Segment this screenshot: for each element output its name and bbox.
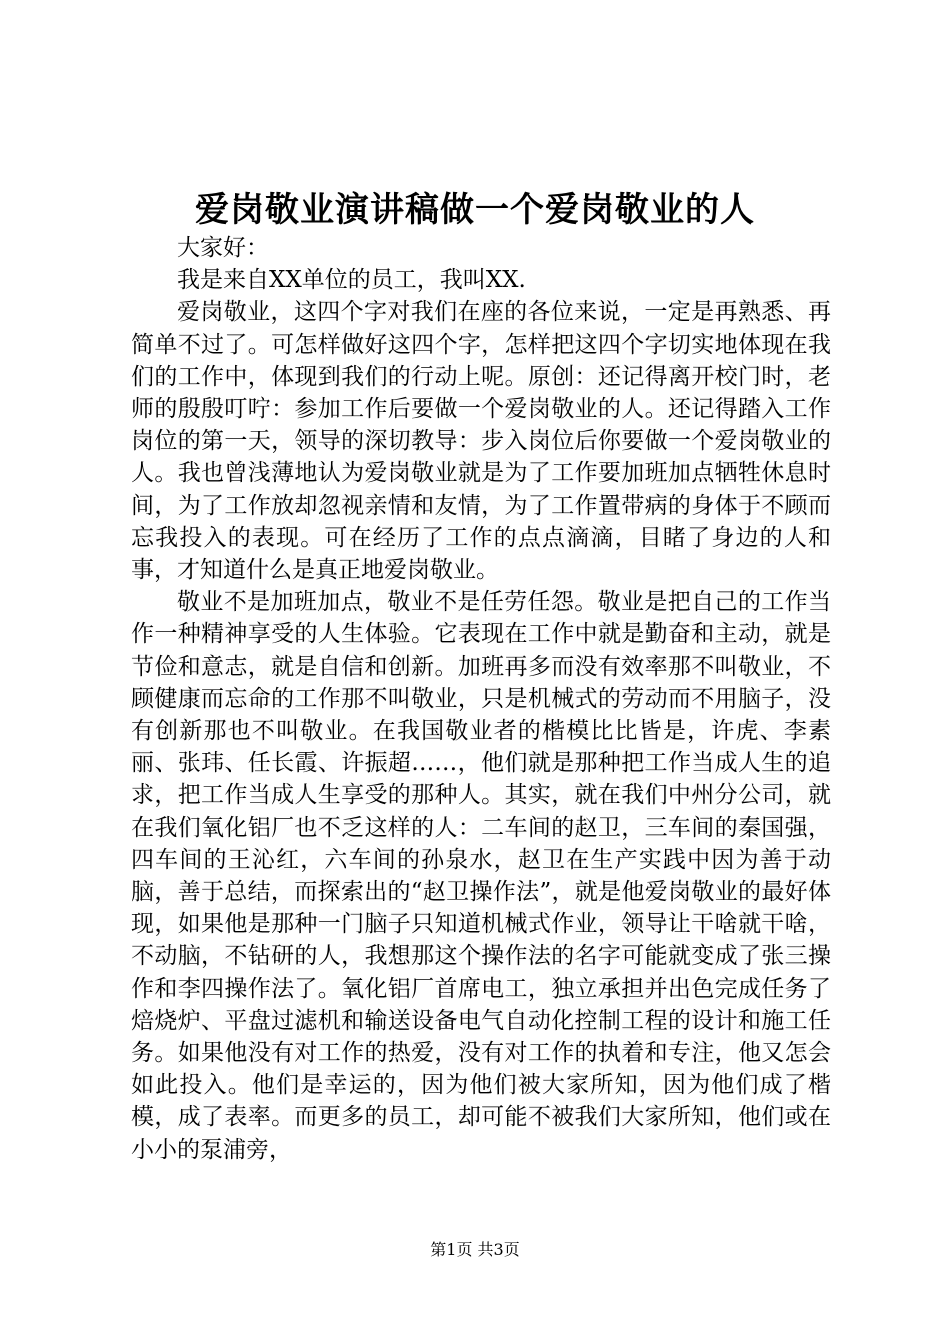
- paragraph-greeting: 大家好：: [177, 235, 269, 261]
- page-footer: 第1页 共3页: [430, 1240, 520, 1259]
- document-body: [131, 232, 831, 1166]
- paragraph-1: 爱岗敬业，这四个字对我们在座的各位来说，一定是再熟悉、再简单不过了。可怎样做好这四个字，怎样把这四个字切实地体现在我们的工作中，体现到我们的行动上呢。原创：还记得离开校门时，老师的殷殷叮咛：参加工作后要做一个爱岗敬业的人。还记得踏入工作岗位的第一天，领导的深切教导：步入岗位后你要做一个爱岗敬业的人。我也曾浅薄地认为爱岗敬业就是为了工作要加班加点牺牲休息时间，为了工作放却忽视亲情和友情，为了工作置带病的身体于不顾而忘我投入的表现。可在经历了工作的点点滴滴，目睹了身边的人和事，才知道什么是真正地爱岗敬业。: [131, 299, 831, 584]
- paragraph-2: 敬业不是加班加点，敬业不是任劳任怨。敬业是把自己的工作当作一种精神享受的人生体验。它表现在工作中就是勤奋和主动，就是节俭和意志，就是自信和创新。加班再多而没有效率那不叫敬业，不顾健康而忘命的工作那不叫敬业，只是机械式的劳动而不用脑子，没有创新那也不叫敬业。在我国敬业者的楷模比比皆是，许虎、李素丽、张玮、任长霞、许振超……，他们就是那种把工作当成人生的追求，把工作当成人生享受的那种人。其实，就在我们中州分公司，就在我们氧化铝厂也不乏这样的人：二车间的赵卫，三车间的秦国强，四车间的王沁红，六车间的孙泉水，赵卫在生产实践中因为善于动脑，善于总结，而探索出的“赵卫操作法”，就是他爱岗敬业的最好体现，如果他是那种一门脑子只知道机械式作业，领导让干啥就干啥，不动脑，不钻研的人，我想那这个操作法的名字可能就变成了张三操作和李四操作法了。氧化铝厂首席电工，独立承担并出色完成任务了焙烧炉、平盘过滤机和输送设备电气自动化控制工程的设计和施工任务。如果他没有对工作的热爱，没有对工作的执着和专注，他又怎会如此投入。他们是幸运的，因为他们被大家所知，因为他们成了楷模，成了表率。而更多的员工，却可能不被我们大家所知，他们或在小小的泵浦旁，: [131, 589, 831, 1163]
- paragraph-introduction: 我是来自XX单位的员工，我叫XX.: [177, 267, 526, 294]
- document-title: 爱岗敬业演讲稿做一个爱岗敬业的人: [195, 190, 755, 230]
